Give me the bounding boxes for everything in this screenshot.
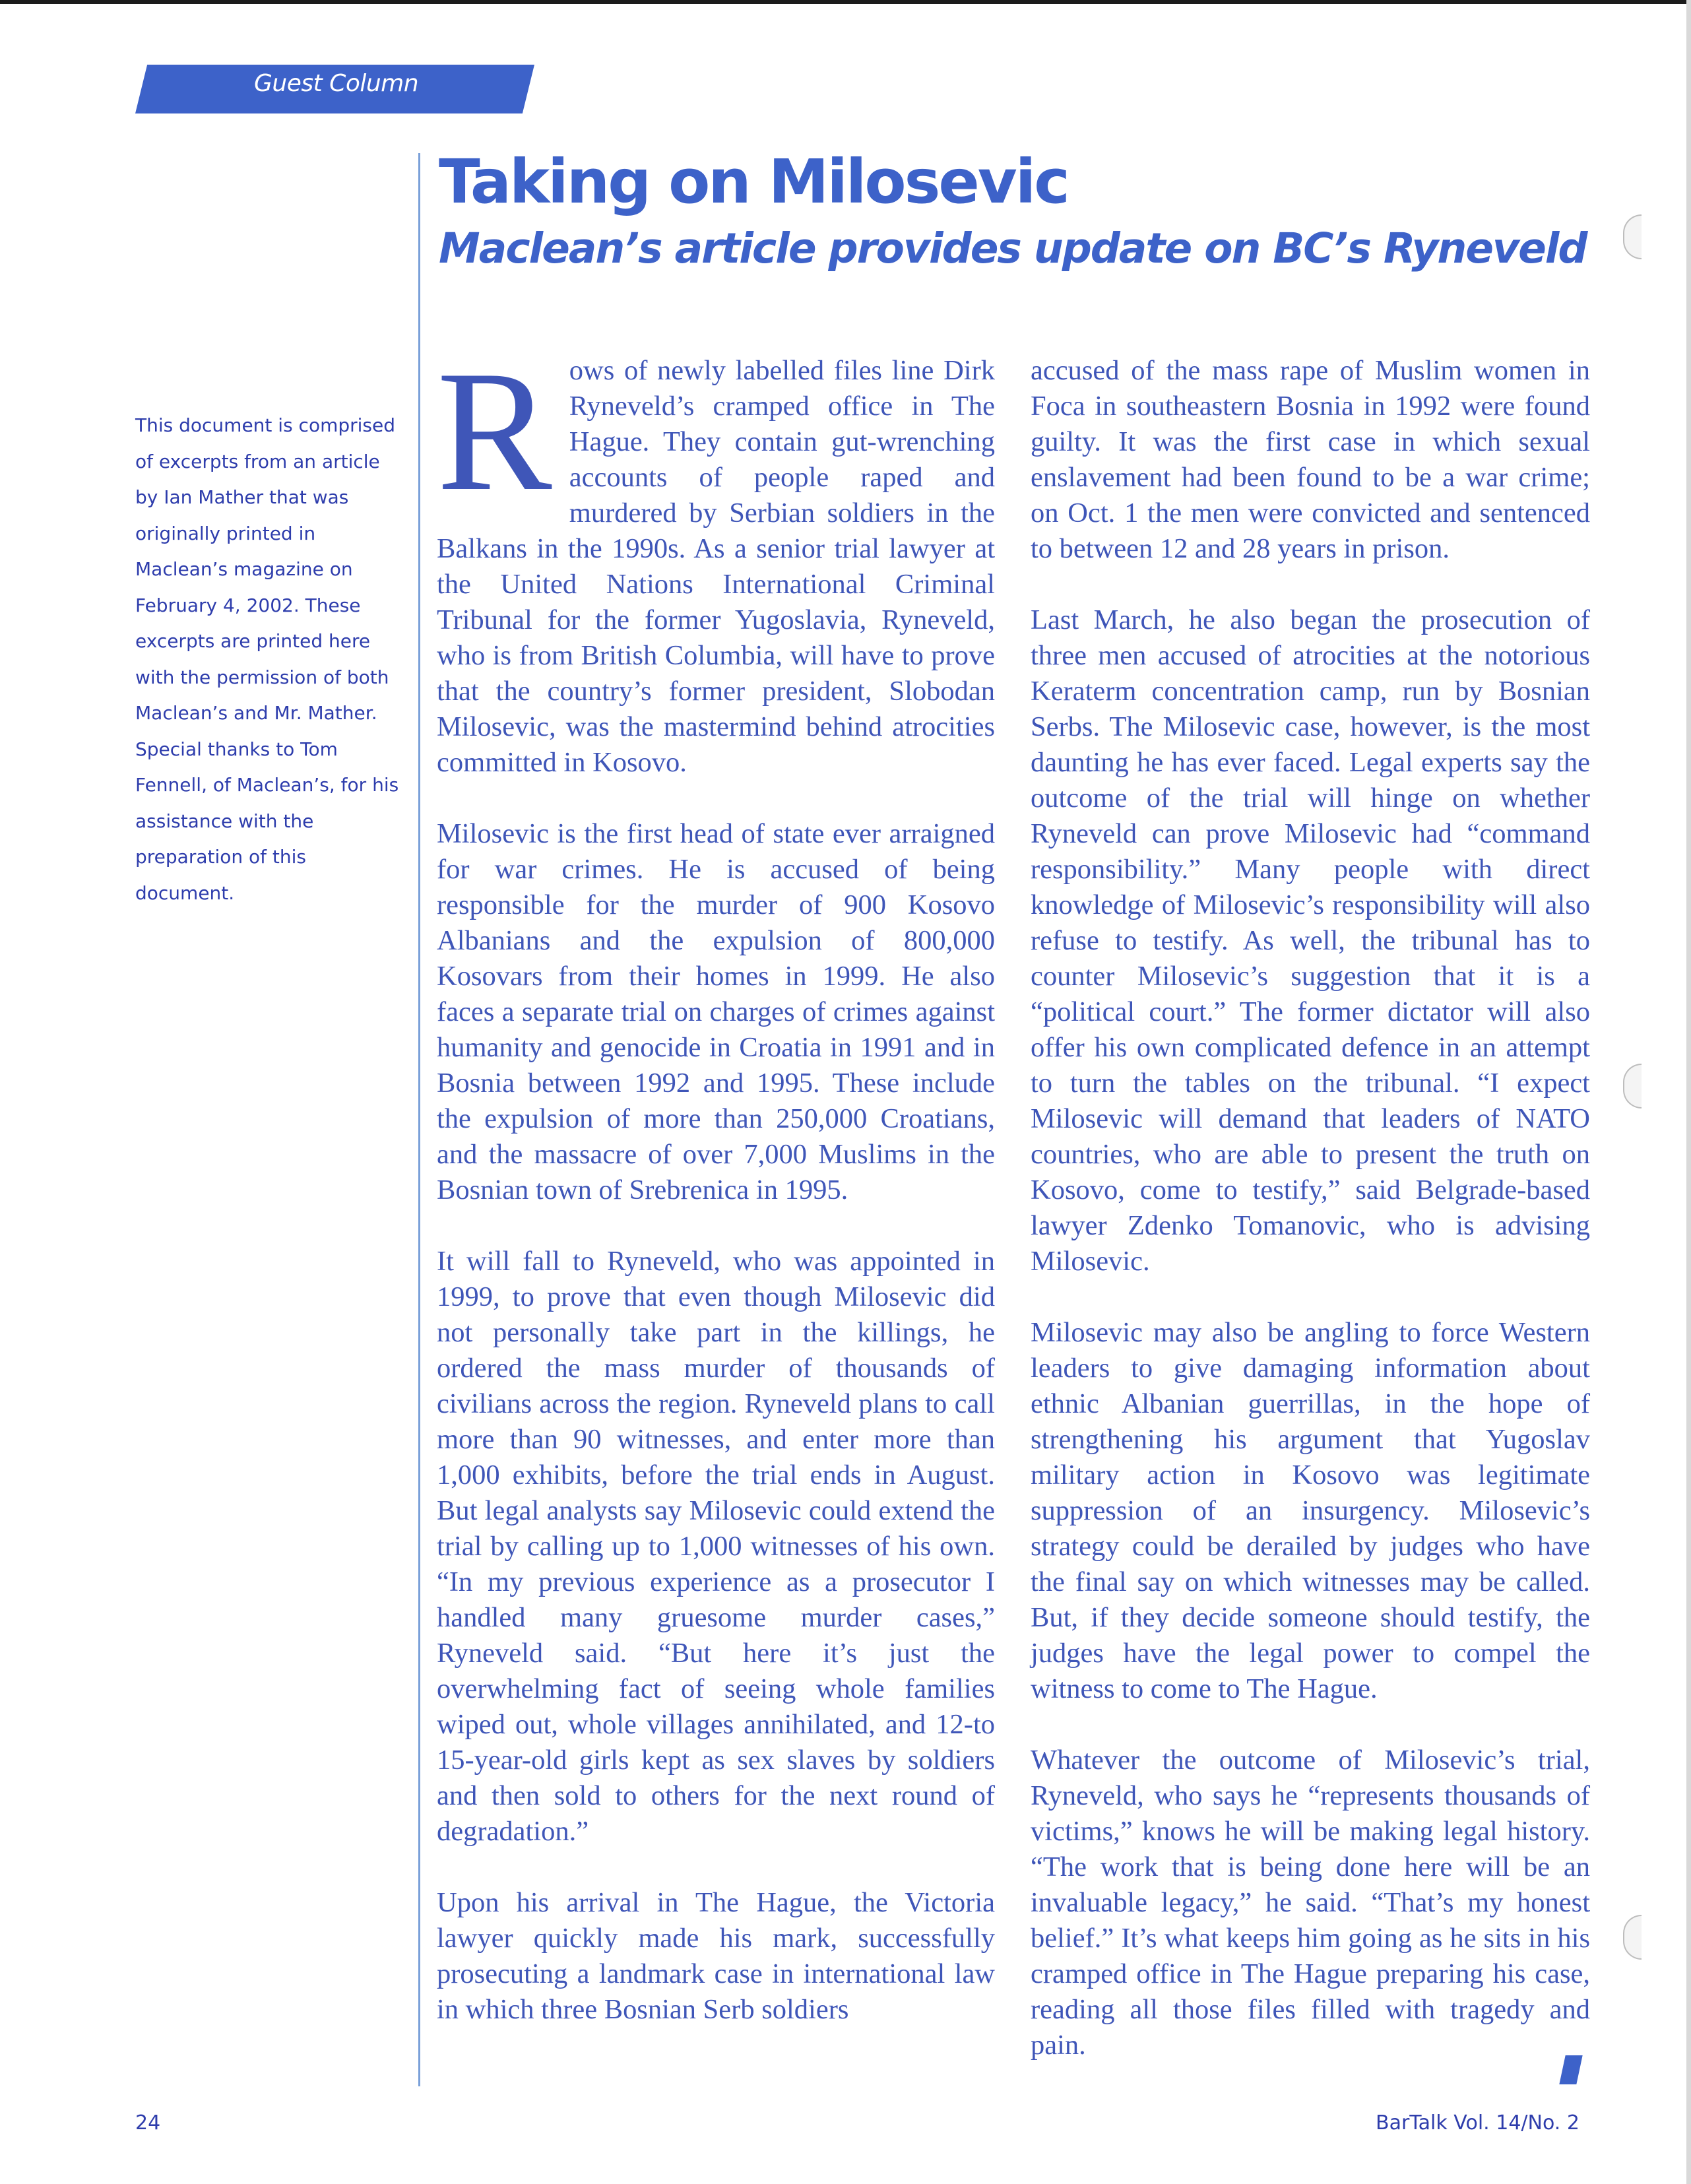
binder-hole	[1623, 1915, 1642, 1960]
article-column-2	[1031, 353, 1590, 2099]
drop-cap: R	[437, 335, 552, 527]
article-paragraph	[437, 335, 995, 781]
article-paragraph: Milosevic may also be angling to force Western leaders to give damaging information about ethnic Albanian guerrillas, in the hope of strengthening his argument that Yugoslav military action in Kosovo was legitimate suppression of an insurgency. Milosevic’s strategy could be derailed by judges who have the final say on which witnesses may be called. But, if they decide someone should testify, the judges have the legal power to compel the witness to come to The Hague.	[1031, 1317, 1590, 1704]
guest-column-label: Guest Column	[254, 70, 419, 97]
page-subtitle: Maclean’s article provides update on BC’s Ryneveld	[439, 224, 1587, 273]
sidebar-note: This document is comprised of excerpts from an article by Ian Mather that was originally printed in Maclean’s magazine on February 4, 2002. These excerpts are printed here with the permission of both Maclean’s and Mr. Mather. Special thanks to Tom Fennell, of Maclean’s, for his assistance with the preparation of this document.	[135, 414, 399, 904]
article-paragraph: It will fall to Ryneveld, who was appointed in 1999, to prove that even though Milosevic did not personally take part in the killings, he ordered the mass murder of thousands of civilians across the region. Ryneveld plans to call more than 90 witnesses, and enter more than 1,000 exhibits, before the trial ends in August. But legal analysts say Milosevic could extend the trial by calling up to 1,000 witnesses of his own. “In my previous experience as a prosecutor I handled many gruesome murder cases,” Ryneveld said. “But here it’s just the overwhelming fact of seeing whole families wiped out, whole villages annihilated, and 12-to 15-year-old girls kept as sex slaves by soldiers and then sold to others for the next round of degradation.”	[437, 1246, 995, 1847]
page-title: Taking on Milosevic	[439, 146, 1068, 217]
article-paragraph: Whatever the outcome of Milosevic’s trial, Ryneveld, who says he “represents thousands of victims,” knows he will be making legal history. “The work that is being done here will be an invaluable legacy,” he said. “That’s my honest belief.” It’s what keeps him going as he sits in his cramped office in The Hague preparing his case, reading all those files filled with tragedy and pain.	[1031, 1745, 1590, 2061]
article-paragraph: Upon his arrival in The Hague, the Victoria lawyer quickly made his mark, successfully prosecuting a landmark case in international law in which three Bosnian Serb soldiers	[437, 1887, 995, 2025]
column-divider	[418, 153, 420, 2086]
binder-hole	[1623, 1064, 1642, 1108]
article-paragraph: Milosevic is the first head of state ever arraigned for war crimes. He is accused of being responsible for the murder of 900 Kosovo Albanians and the expulsion of 800,000 Kosovars from their homes in 1999. He also faces a separate trial on charges of crimes against humanity and genocide in Croatia in 1991 and in Bosnia between 1992 and 1995. These include the expulsion of more than 250,000 Croatians, and the massacre of over 7,000 Muslims in the Bosnian town of Srebrenica in 1995.	[437, 818, 995, 1205]
binder-hole	[1623, 214, 1642, 259]
article-paragraph: accused of the mass rape of Muslim women in Foca in southeastern Bosnia in 1992 were found guilty. It was the first case in which sexual enslavement had been found to be a war crime; on Oct. 1 the men were convicted and sentenced to between 12 and 28 years in prison.	[1031, 355, 1590, 564]
page-number: 24	[135, 2111, 161, 2135]
article-paragraph: Last March, he also began the prosecution of three men accused of atrocities at the notorious Keraterm concentration camp, run by Bosnian Serbs. The Milosevic case, however, is the most daunting he has ever faced. Legal experts say the outcome of the trial will hinge on whether Ryneveld can prove Milosevic had “command responsibility.” Many people with direct knowledge of Milosevic’s responsibility will also refuse to testify. As well, the tribunal has to counter Milosevic’s suggestion that it is a “political court.” The former dictator will also offer his own complicated defence in an attempt to turn the tables on the tribunal. “I expect Milosevic will demand that leaders of NATO countries, who are able to present the truth on Kosovo, come to testify,” said Belgrade-based lawyer Zdenko Tomanovic, who is advising Milosevic.	[1031, 604, 1590, 1277]
paragraph-text: ows of newly labelled files line Dirk Ryneveld’s cramped office in The Hague. They contain gut-wrenching accounts of people raped and murdered by Serbian soldiers in the Balkans in the 1990s. As a senior trial lawyer at the United Nations International Criminal Tribunal for the former Yugoslavia, Ryneveld, who is from British Columbia, will have to prove that the country’s former president, Slobodan Milosevic, was the mastermind behind atrocities committed in Kosovo.	[437, 355, 995, 778]
article-column-1	[437, 335, 995, 2063]
publication-footer: BarTalk Vol. 14/No. 2	[1376, 2111, 1579, 2135]
scan-edge-top	[0, 0, 1691, 4]
scan-edge-right	[1686, 0, 1691, 2184]
